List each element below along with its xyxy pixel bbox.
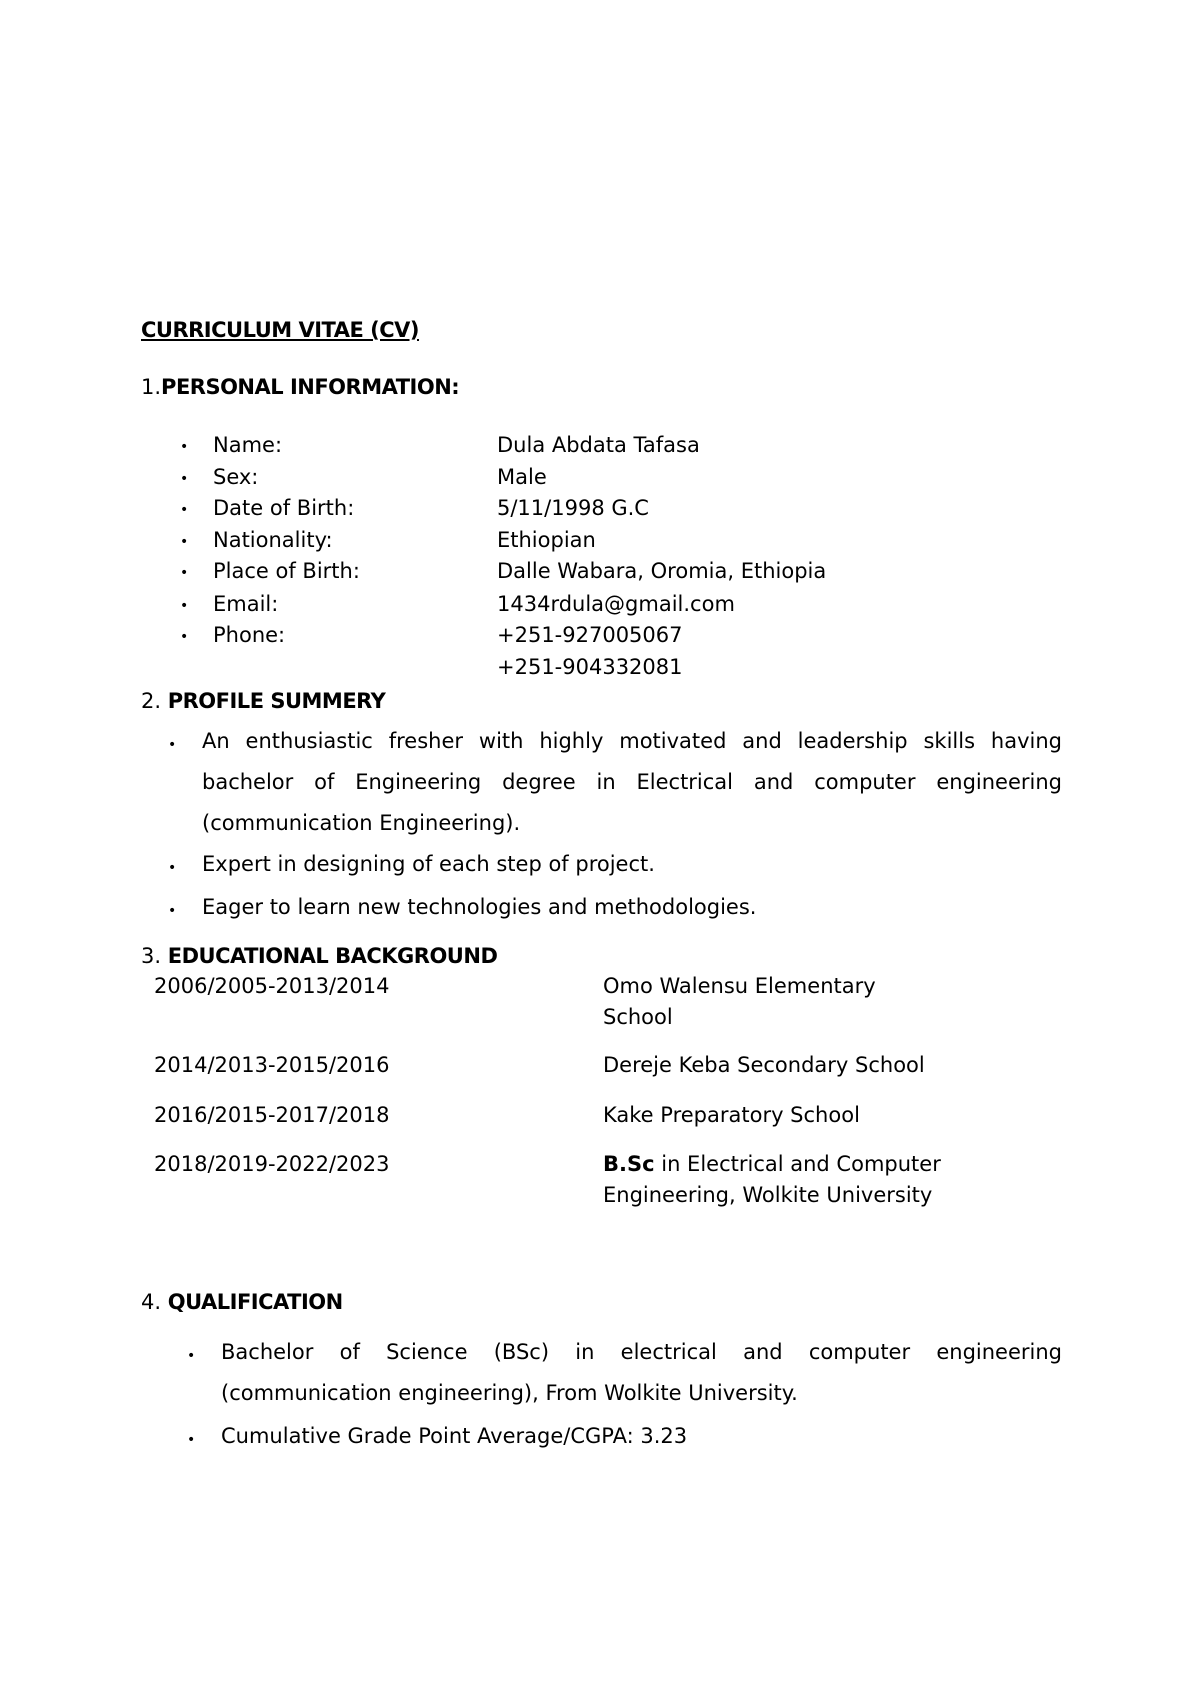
bullet: • [180, 598, 189, 614]
profile-item [202, 844, 655, 885]
phone-value: +251-927005067 [497, 623, 683, 647]
profile-line: An enthusiastic fresher with highly motivated and leadership skills having [202, 729, 1062, 753]
qualification-line: (communication engineering), From Wolkite University. [221, 1381, 798, 1405]
personal-label: Sex: [213, 465, 259, 489]
bullet: • [180, 565, 189, 581]
document-title: CURRICULUM VITAE (CV) [141, 318, 420, 342]
bullet: • [180, 439, 189, 455]
school-name: Omo Walensu Elementary School [603, 974, 876, 1029]
personal-label: Nationality: [213, 528, 333, 552]
qualification-item [221, 1416, 687, 1457]
bullet: • [180, 471, 189, 487]
education-years: 2016/2015-2017/2018 [154, 1103, 390, 1127]
qualification-line: Cumulative Grade Point Average/CGPA: 3.23 [221, 1424, 688, 1448]
personal-label: Phone: [213, 623, 286, 647]
section-heading-personal [141, 375, 459, 399]
email-value: 1434rdula@gmail.com [497, 592, 735, 616]
bullet: • [187, 1348, 196, 1364]
education-years: 2014/2013-2015/2016 [154, 1053, 390, 1077]
section-number: 4. [141, 1290, 162, 1314]
personal-value: 5/11/1998 G.C [497, 496, 649, 520]
profile-item [202, 721, 1062, 844]
personal-value: Dalle Wabara, Oromia, Ethiopia [497, 559, 827, 583]
personal-label: Name: [213, 433, 283, 457]
section-title: PROFILE SUMMERY [167, 689, 386, 713]
personal-label: Email: [213, 592, 279, 616]
bullet: • [168, 737, 177, 753]
personal-value: Dula Abdata Tafasa [497, 433, 700, 457]
profile-line: Expert in designing of each step of project. [202, 852, 655, 876]
section-title: QUALIFICATION [167, 1290, 343, 1314]
bullet: • [168, 903, 177, 919]
personal-label: Date of Birth: [213, 496, 355, 520]
section-number: 2. [141, 689, 162, 713]
education-years: 2006/2005-2013/2014 [154, 974, 390, 998]
bullet: • [180, 534, 189, 550]
education-school [603, 971, 923, 1033]
section-title: EDUCATIONAL BACKGROUND [167, 944, 498, 968]
section-title: PERSONAL INFORMATION: [161, 375, 460, 399]
school-name: in Electrical and Computer Engineering, Wolkite University [603, 1152, 941, 1207]
bullet: • [187, 1432, 196, 1448]
bullet: • [168, 860, 177, 876]
profile-item [202, 887, 756, 928]
qualification-item [221, 1332, 1062, 1414]
bullet: • [180, 629, 189, 645]
education-school [603, 1149, 943, 1211]
phone-value-secondary: +251-904332081 [497, 655, 683, 679]
education-years: 2018/2019-2022/2023 [154, 1152, 390, 1176]
education-school [603, 1050, 963, 1081]
school-name: Kake Preparatory School [603, 1103, 860, 1127]
section-heading-education [141, 944, 497, 968]
section-number: 1. [141, 375, 162, 399]
section-heading-profile [141, 689, 385, 713]
personal-value: Male [497, 465, 547, 489]
profile-line: (communication Engineering). [202, 811, 521, 835]
school-name: Dereje Keba Secondary School [603, 1053, 925, 1077]
personal-label: Place of Birth: [213, 559, 360, 583]
degree-label: B.Sc [603, 1152, 655, 1176]
profile-line: bachelor of Engineering degree in Electrical and computer engineering [202, 770, 1062, 794]
education-school [603, 1100, 963, 1131]
section-heading-qualification [141, 1290, 343, 1314]
profile-line: Eager to learn new technologies and methodologies. [202, 895, 757, 919]
qualification-line: Bachelor of Science (BSc) in electrical and computer engineering [221, 1340, 1062, 1364]
bullet: • [180, 502, 189, 518]
personal-value: Ethiopian [497, 528, 596, 552]
section-number: 3. [141, 944, 162, 968]
